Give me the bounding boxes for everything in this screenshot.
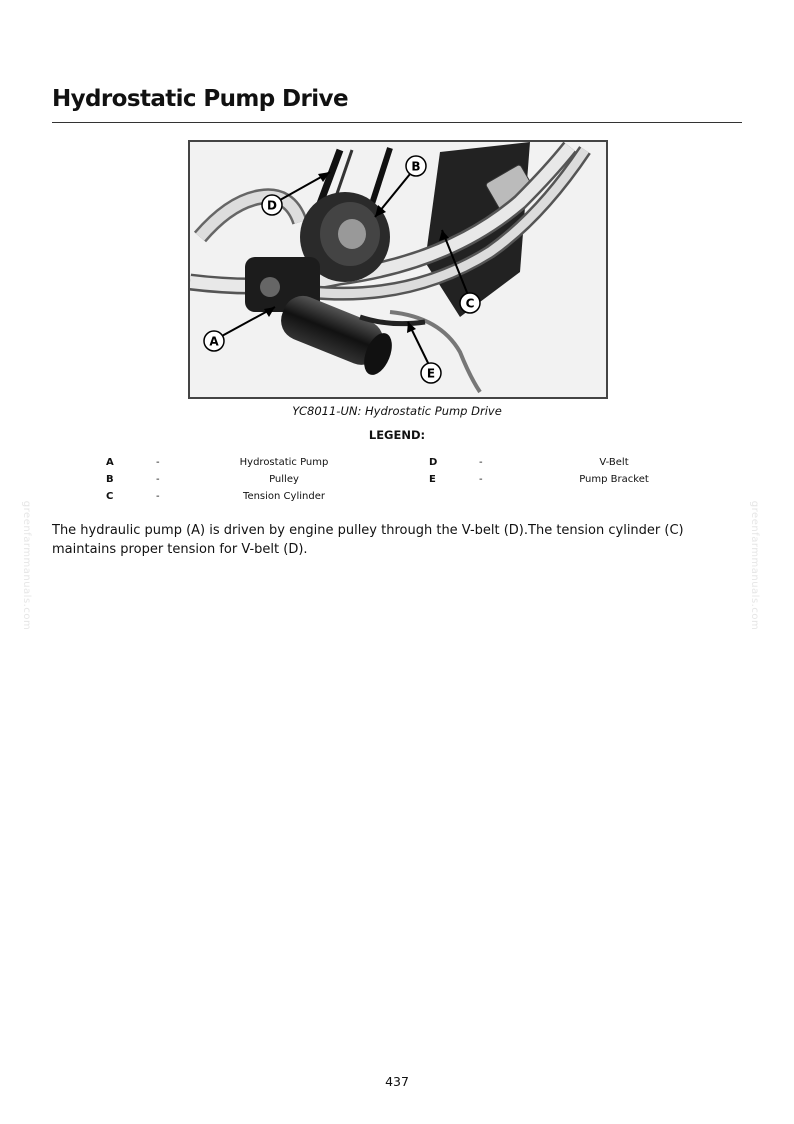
legend-key: A xyxy=(106,457,114,468)
legend-dash: - xyxy=(156,474,160,485)
title-rule xyxy=(52,122,742,123)
legend-label: Pulley xyxy=(269,474,299,485)
callout-c xyxy=(460,293,480,313)
legend-label: Pump Bracket xyxy=(579,474,649,485)
svg-text:B: B xyxy=(411,159,421,174)
watermark-right: greenfarmmanuals.com xyxy=(749,500,761,631)
page-title: Hydrostatic Pump Drive xyxy=(52,86,348,112)
legend-item xyxy=(106,474,376,490)
legend-key: D xyxy=(429,457,438,468)
legend-dash: - xyxy=(479,474,483,485)
callout-d xyxy=(262,195,282,215)
svg-text:A: A xyxy=(209,334,219,349)
legend-dash: - xyxy=(156,457,160,468)
legend-item xyxy=(429,474,719,490)
legend-label: Tension Cylinder xyxy=(243,491,325,502)
svg-text:C: C xyxy=(465,296,475,311)
legend-dash: - xyxy=(156,491,160,502)
legend-key: E xyxy=(429,474,436,485)
callout-a xyxy=(204,331,224,351)
legend-dash: - xyxy=(479,457,483,468)
legend-label: Hydrostatic Pump xyxy=(239,457,329,468)
figure-caption: YC8011-UN: Hydrostatic Pump Drive xyxy=(292,404,502,418)
callout-e xyxy=(421,363,441,383)
svg-text:D: D xyxy=(267,198,277,213)
legend-key: B xyxy=(106,474,114,485)
figure-illustration xyxy=(188,140,608,399)
pump-drive-drawing xyxy=(190,142,606,397)
legend-label: V-Belt xyxy=(599,457,629,468)
legend-item xyxy=(429,457,719,473)
legend-item xyxy=(106,457,376,473)
watermark-left: greenfarmmanuals.com xyxy=(21,500,33,631)
legend-title: LEGEND: xyxy=(368,428,426,442)
page-number: 437 xyxy=(385,1074,409,1089)
svg-text:E: E xyxy=(426,366,436,381)
callout-b xyxy=(406,156,426,176)
legend-item xyxy=(106,491,376,507)
body-paragraph: The hydraulic pump (A) is driven by engine pulley through the V-belt (D).The tension cylinder (C) maintains proper tension for V-belt (D). xyxy=(52,523,684,557)
legend-key: C xyxy=(106,491,114,502)
